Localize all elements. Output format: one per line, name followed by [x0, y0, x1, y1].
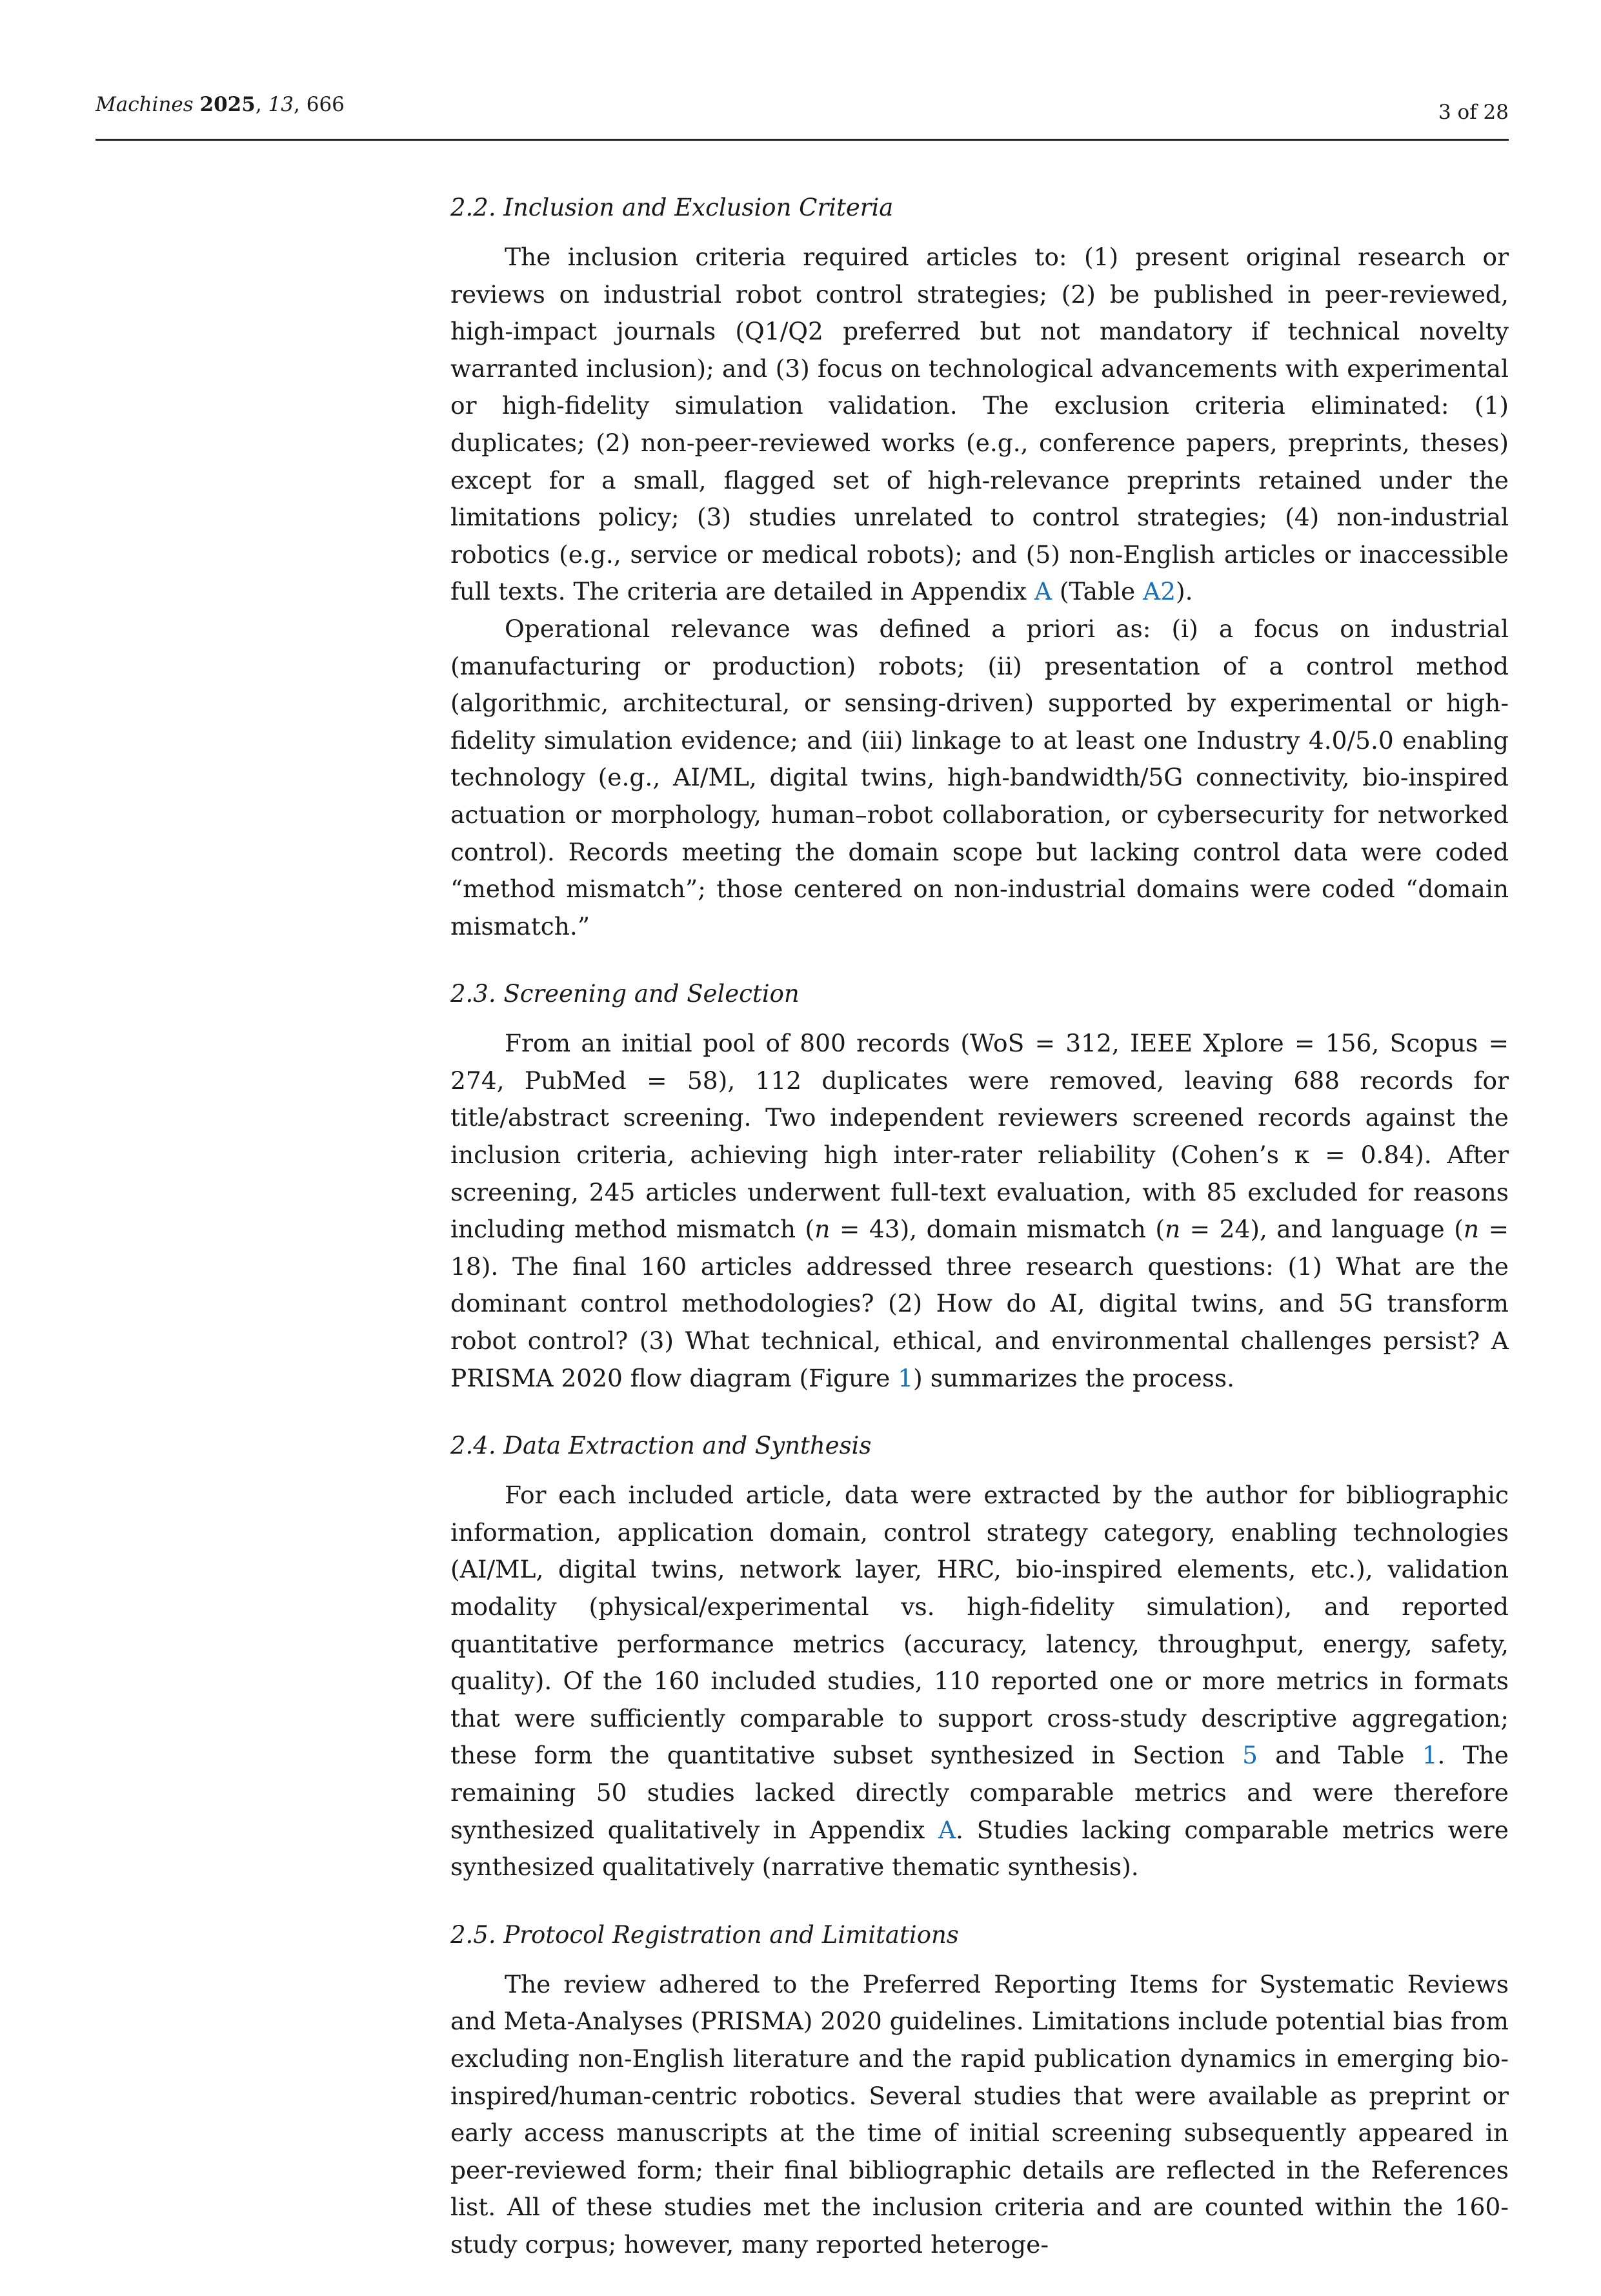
paragraph: From an initial pool of 800 records (WoS = 312, IEEE Xplore = 156, Scopus = 274, PubMed = 58), 112 duplicates were removed, leaving 688 records for title/abstract screening. Two independent reviewers screened records against the inclusion criteria, achieving high inter-rater reliability (Cohen’s κ = 0.84). After screening, 245 articles underwent full-text evaluation, with 85 excluded for reasons including method mismatch (n = 43), domain mismatch (n = 24), and language (n = 18). The final 160 articles addressed three research questions: (1) What are the dominant control methodologies? (2) How do AI, digital twins, and 5G transform robot control? (3) What technical, ethical, and environmental challenges persist? A PRISMA 2020 flow diagram (Figure 1) summarizes the process.: [450, 1029, 1509, 1392]
section-2-5: [450, 1918, 1509, 2264]
section-heading: 2.5. Protocol Registration and Limitations: [450, 1920, 959, 1949]
appendix-link[interactable]: A: [938, 1815, 956, 1844]
appendix-link[interactable]: A: [1034, 577, 1052, 606]
article-number: 666: [306, 93, 345, 116]
journal-name: Machines: [96, 93, 194, 116]
header-rule: [96, 139, 1509, 141]
table-link[interactable]: 1: [1422, 1741, 1438, 1770]
paragraph: For each included article, data were extracted by the author for bibliographic information, application domain, control strategy category, enabling technologies (AI/ML, digital twins, network layer, HRC, bio-inspired elements, etc.), validation modality (physical/experimental vs. high-fidelity simulation), and reported quantitative performance metrics (accuracy, latency, throughput, energy, safety, quality). Of the 160 included studies, 110 reported one or more metrics in formats that were sufficiently comparable to support cross-study descriptive aggregation; these form the quantitative subset synthesized in Section 5 and Table 1. The remaining 50 studies lacked directly comparable metrics and were therefore synthesized qualitatively in Appendix A. Studies lacking comparable metrics were synthesized qualitatively (narrative thematic synthesis).: [450, 1481, 1509, 1882]
table-link[interactable]: A2: [1143, 577, 1176, 606]
section-2-2: [450, 191, 1509, 945]
figure-link[interactable]: 1: [898, 1363, 914, 1392]
paragraph: The review adhered to the Preferred Reporting Items for Systematic Reviews and Meta-Analyses (PRISMA) 2020 guidelines. Limitations include potential bias from excluding non-English literature and the rapid publication dynamics in emerging bio-inspired/human-centric robotics. Several studies that were available as preprint or early access manuscripts at the time of initial screening subsequently appeared in peer-reviewed form; their final bibliographic details are reflected in the References list. All of these studies met the inclusion criteria and are counted within the 160-study corpus; however, many reported heteroge-: [450, 1969, 1509, 2259]
paragraph: Operational relevance was defined a priori as: (i) a focus on industrial (manufacturing or production) robots; (ii) presentation of a control method (algorithmic, architectural, or sensing-driven) supported by experimental or high-fidelity simulation evidence; and (iii) linkage to at least one Industry 4.0/5.0 enabling technology (e.g., AI/ML, digital twins, high-bandwidth/5G connectivity, bio-inspired actuation or morphology, human–robot collaboration, or cybersecurity for networked control). Records meeting the domain scope but lacking control data were coded “method mismatch”; those centered on non-industrial domains were coded “domain mismatch.”: [450, 614, 1509, 940]
journal-volume: 13: [268, 93, 294, 116]
journal-year: 2025: [199, 93, 256, 116]
journal-citation: Machines 2025, 13, 666: [96, 93, 345, 116]
section-2-4: [450, 1429, 1509, 1886]
paragraph: The inclusion criteria required articles to: (1) present original research or reviews on industrial robot control strategies; (2) be published in peer-reviewed, high-impact journals (Q1/Q2 preferred but not mandatory if technical novelty warranted inclusion); and (3) focus on technological advancements with experimental or high-fidelity simulation validation. The exclusion criteria eliminated: (1) duplicates; (2) non-peer-reviewed works (e.g., conference papers, preprints, theses) except for a small, flagged set of high-relevance preprints retained under the limitations policy; (3) studies unrelated to control strategies; (4) non-industrial robotics (e.g., service or medical robots); and (5) non-English articles or inaccessible full texts. The criteria are detailed in Appendix A (Table A2).: [450, 243, 1509, 606]
page-number: 3 of 28: [1438, 101, 1509, 124]
section-heading: 2.2. Inclusion and Exclusion Criteria: [450, 194, 894, 221]
section-heading: 2.3. Screening and Selection: [450, 980, 800, 1008]
section-link[interactable]: 5: [1242, 1741, 1258, 1770]
section-2-3: [450, 977, 1509, 1397]
section-heading: 2.4. Data Extraction and Synthesis: [450, 1432, 872, 1460]
article-body: [450, 191, 1509, 2296]
page-header: [96, 90, 1509, 142]
